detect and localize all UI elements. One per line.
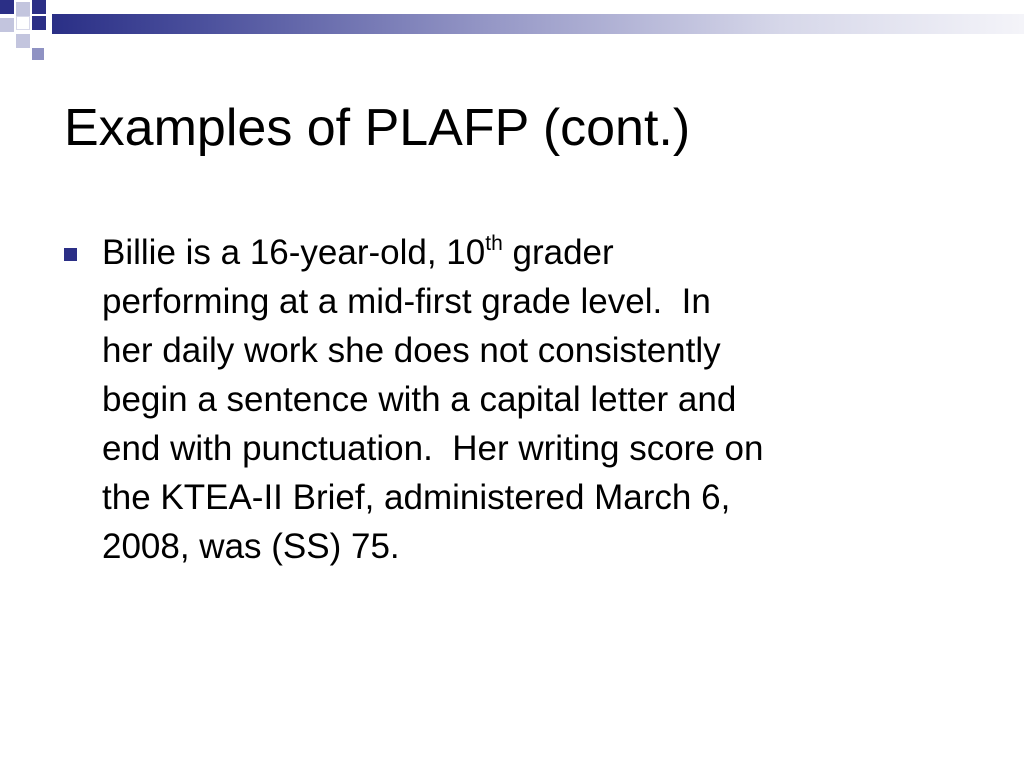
square-bullet-icon	[64, 248, 77, 261]
bullet-line: begin a sentence with a capital letter and	[102, 380, 737, 419]
bullet-line	[102, 228, 984, 277]
bullet-line: the KTEA-II Brief, administered March 6,	[102, 478, 731, 517]
bullet-line: end with punctuation. Her writing score on	[102, 429, 764, 468]
bullet-text	[102, 228, 984, 571]
decor-square	[16, 34, 30, 48]
bullet-list	[64, 228, 984, 571]
slide-title: Examples of PLAFP (cont.)	[64, 99, 691, 157]
bullet-text-segment: Billie is a 16-year-old, 10	[102, 233, 486, 272]
bullet-line: 2008, was (SS) 75.	[102, 527, 400, 566]
decor-square	[0, 18, 14, 32]
header-gradient-bar	[52, 14, 1024, 34]
bullet-text-segment: grader	[502, 233, 614, 272]
decor-square	[32, 16, 46, 30]
superscript: th	[485, 232, 503, 255]
decor-square	[0, 0, 14, 14]
decor-square	[16, 16, 30, 30]
decor-square	[32, 0, 46, 14]
bullet-line: her daily work she does not consistently	[102, 331, 721, 370]
decor-square	[32, 48, 44, 60]
bullet-item	[64, 228, 984, 571]
bullet-line: performing at a mid-first grade level. In	[102, 282, 711, 321]
decor-square	[16, 2, 30, 16]
